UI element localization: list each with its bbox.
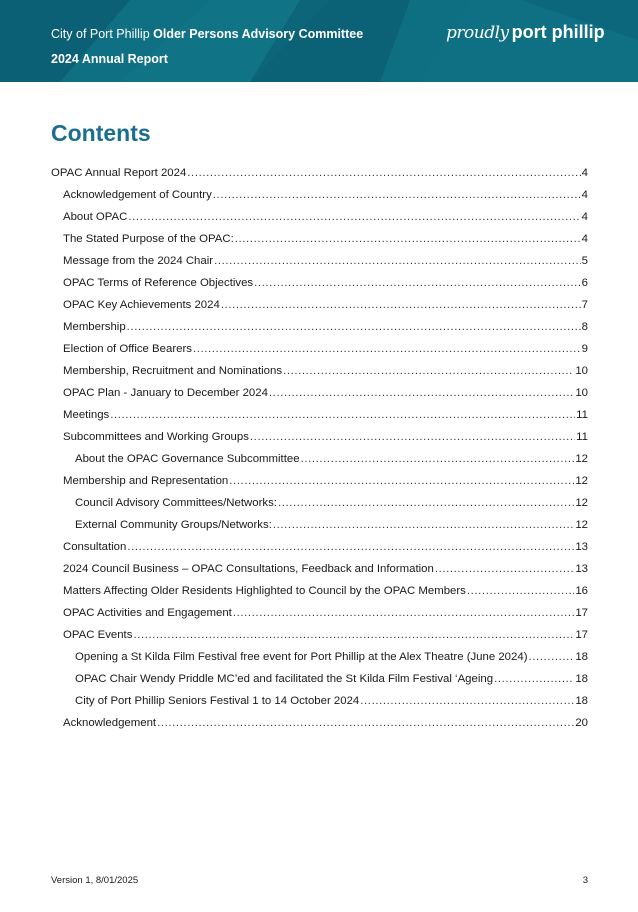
toc-entry-page: 11 <box>576 431 588 443</box>
toc-dot-leader <box>250 430 575 444</box>
toc-entry[interactable] <box>51 378 588 400</box>
toc-entry[interactable] <box>51 532 588 554</box>
contents-heading: Contents <box>51 120 151 146</box>
toc-entry-label: About OPAC <box>63 211 128 223</box>
toc-entry-page: 20 <box>575 717 588 729</box>
toc-dot-leader <box>360 694 574 708</box>
toc-entry-page: 17 <box>575 607 588 619</box>
toc-entry[interactable] <box>51 488 588 510</box>
toc-dot-leader <box>494 672 574 686</box>
toc-dot-leader <box>273 518 574 532</box>
toc-entry[interactable] <box>51 158 588 180</box>
toc-entry-page: 17 <box>575 629 588 641</box>
toc-entry-page: 12 <box>575 519 588 531</box>
toc-entry-label: Matters Affecting Older Residents Highlighted to Council by the OPAC Members <box>63 585 466 597</box>
toc-entry-label: OPAC Annual Report 2024 <box>51 167 187 179</box>
toc-entry[interactable] <box>51 312 588 334</box>
toc-dot-leader <box>193 342 581 356</box>
table-of-contents <box>51 158 588 730</box>
toc-entry-label: Subcommittees and Working Groups <box>63 431 249 443</box>
toc-entry-page: 18 <box>575 695 588 707</box>
toc-entry-label: Council Advisory Committees/Networks: <box>75 497 277 509</box>
toc-entry[interactable] <box>51 708 588 730</box>
toc-dot-leader <box>221 298 581 312</box>
toc-dot-leader <box>235 232 581 246</box>
toc-entry[interactable] <box>51 356 588 378</box>
toc-entry-label: Acknowledgement of Country <box>63 189 212 201</box>
toc-dot-leader <box>157 716 574 730</box>
toc-entry-page: 16 <box>575 585 588 597</box>
banner-committee-line <box>51 27 363 41</box>
toc-entry-page: 8 <box>581 321 588 333</box>
toc-entry-label: 2024 Council Business – OPAC Consultations, Feedback and Information <box>63 563 434 575</box>
toc-entry-page: 7 <box>581 299 588 311</box>
toc-entry-label: External Community Groups/Networks: <box>75 519 272 531</box>
toc-entry[interactable] <box>51 202 588 224</box>
toc-entry[interactable] <box>51 686 588 708</box>
toc-entry-page: 18 <box>575 651 588 663</box>
toc-entry-label: OPAC Chair Wendy Priddle MC’ed and facilitated the St Kilda Film Festival ‘Ageing <box>75 673 494 685</box>
toc-entry-page: 13 <box>575 563 588 575</box>
toc-entry-label: City of Port Phillip Seniors Festival 1 to 14 October 2024 <box>75 695 360 707</box>
toc-entry[interactable] <box>51 466 588 488</box>
toc-dot-leader <box>213 188 581 202</box>
toc-entry[interactable] <box>51 576 588 598</box>
toc-entry-page: 6 <box>581 277 588 289</box>
footer-page-number: 3 <box>582 875 588 886</box>
toc-entry[interactable] <box>51 290 588 312</box>
footer-version: Version 1, 8/01/2025 <box>51 875 139 886</box>
toc-dot-leader <box>110 408 575 422</box>
toc-entry[interactable] <box>51 444 588 466</box>
toc-entry[interactable] <box>51 246 588 268</box>
toc-entry-page: 4 <box>581 211 588 223</box>
toc-entry-page: 13 <box>575 541 588 553</box>
toc-dot-leader <box>254 276 581 290</box>
toc-entry-page: 4 <box>581 189 588 201</box>
toc-entry[interactable] <box>51 664 588 686</box>
toc-entry[interactable] <box>51 422 588 444</box>
logo-bold-text: port phillip <box>511 22 605 42</box>
report-title: 2024 Annual Report <box>51 52 168 66</box>
toc-entry-label: OPAC Plan - January to December 2024 <box>63 387 268 399</box>
toc-entry-page: 12 <box>575 497 588 509</box>
port-phillip-logo <box>446 22 605 43</box>
toc-dot-leader <box>127 320 581 334</box>
toc-entry-label: The Stated Purpose of the OPAC: <box>63 233 234 245</box>
toc-entry-page: 4 <box>581 233 588 245</box>
toc-entry-label: OPAC Activities and Engagement <box>63 607 232 619</box>
toc-entry[interactable] <box>51 180 588 202</box>
toc-entry[interactable] <box>51 642 588 664</box>
toc-entry[interactable] <box>51 510 588 532</box>
toc-entry-page: 11 <box>576 409 588 421</box>
toc-dot-leader <box>133 628 574 642</box>
toc-dot-leader <box>528 650 574 664</box>
toc-entry-page: 12 <box>575 453 588 465</box>
logo-script-text: proudly <box>446 23 509 43</box>
toc-dot-leader <box>233 606 574 620</box>
toc-entry-label: OPAC Events <box>63 629 133 641</box>
header-banner <box>0 0 638 82</box>
toc-dot-leader <box>278 496 574 510</box>
toc-entry-label: OPAC Key Achievements 2024 <box>63 299 220 311</box>
toc-entry-label: Opening a St Kilda Film Festival free event for Port Phillip at the Alex Theatre (June 2024) <box>75 651 528 663</box>
toc-entry[interactable] <box>51 620 588 642</box>
toc-entry-page: 10 <box>575 387 588 399</box>
toc-entry-page: 5 <box>581 255 588 267</box>
toc-entry-label: Meetings <box>63 409 110 421</box>
toc-entry[interactable] <box>51 334 588 356</box>
toc-dot-leader <box>301 452 575 466</box>
toc-entry[interactable] <box>51 598 588 620</box>
toc-entry[interactable] <box>51 554 588 576</box>
toc-dot-leader <box>128 210 580 224</box>
toc-dot-leader <box>127 540 574 554</box>
toc-entry[interactable] <box>51 224 588 246</box>
toc-dot-leader <box>283 364 574 378</box>
toc-entry-label: About the OPAC Governance Subcommittee <box>75 453 300 465</box>
toc-entry-label: Membership, Recruitment and Nominations <box>63 365 283 377</box>
toc-entry-label: Acknowledgement <box>63 717 157 729</box>
toc-entry-label: Election of Office Bearers <box>63 343 192 355</box>
toc-entry-page: 12 <box>575 475 588 487</box>
toc-dot-leader <box>229 474 574 488</box>
toc-entry-page: 9 <box>581 343 588 355</box>
toc-entry-label: Consultation <box>63 541 127 553</box>
toc-entry-page: 10 <box>575 365 588 377</box>
toc-dot-leader <box>214 254 581 268</box>
toc-dot-leader <box>187 166 580 180</box>
toc-dot-leader <box>269 386 574 400</box>
toc-entry-label: Membership <box>63 321 126 333</box>
toc-entry-page: 4 <box>581 167 588 179</box>
toc-entry-label: Membership and Representation <box>63 475 229 487</box>
toc-dot-leader <box>435 562 575 576</box>
toc-entry[interactable] <box>51 400 588 422</box>
toc-entry-page: 18 <box>575 673 588 685</box>
toc-dot-leader <box>467 584 574 598</box>
toc-entry-label: Message from the 2024 Chair <box>63 255 214 267</box>
org-prefix: City of Port Phillip <box>51 27 150 41</box>
committee-name: Older Persons Advisory Committee <box>153 27 364 41</box>
toc-entry[interactable] <box>51 268 588 290</box>
toc-entry-label: OPAC Terms of Reference Objectives <box>63 277 254 289</box>
